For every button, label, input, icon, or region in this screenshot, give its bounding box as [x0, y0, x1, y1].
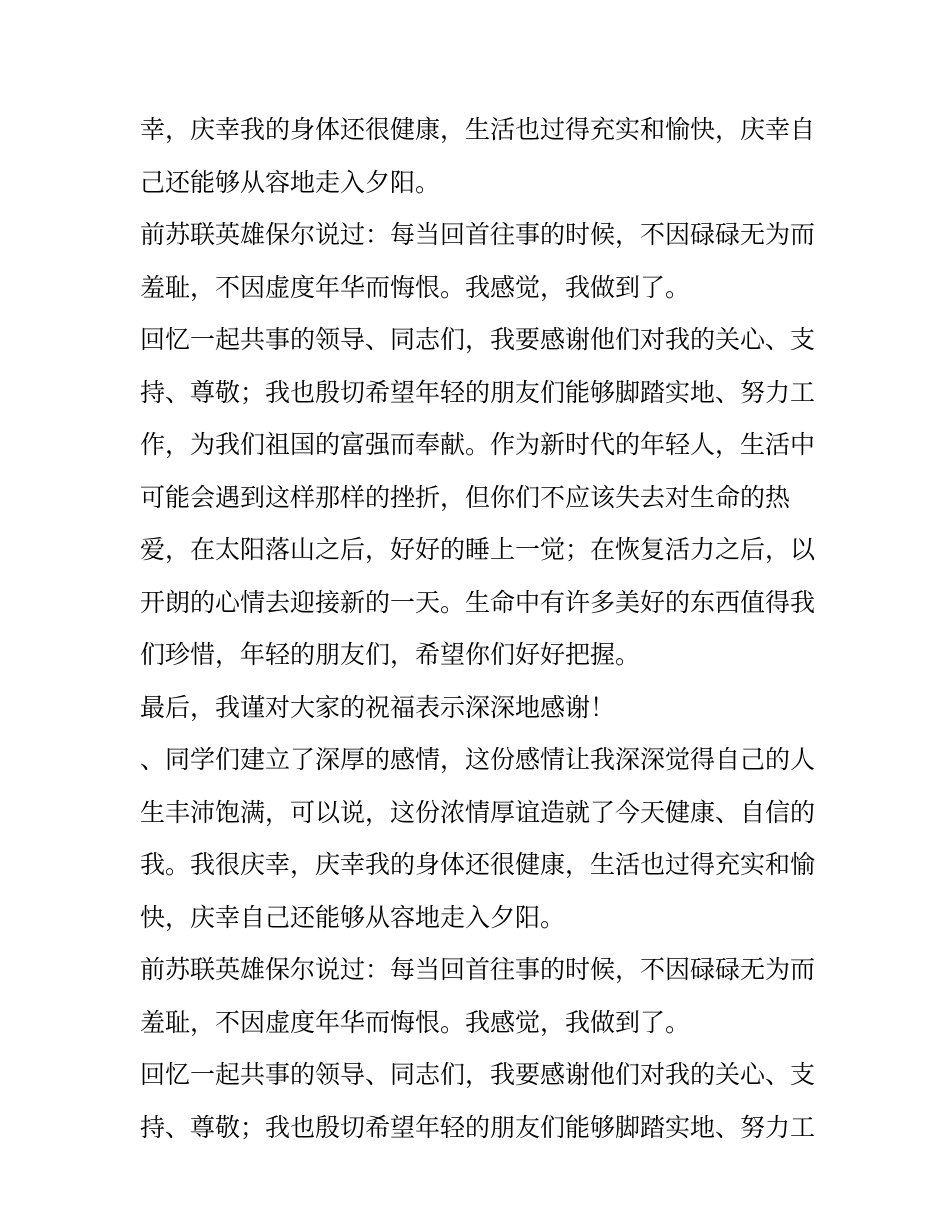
- text-line-10: 开朗的心情去迎接新的一天。生命中有许多美好的东西值得我: [140, 587, 816, 617]
- text-line-15: 我。我很庆幸，庆幸我的身体还很健康，生活也过得充实和愉: [140, 850, 816, 879]
- text-line-16: 快，庆幸自己还能够从容地走入夕阳。: [140, 902, 566, 932]
- text-line-9: 爱，在太阳落山之后，好好的睡上一觉；在恢复活力之后，以: [140, 535, 816, 564]
- text-line-18: 羞耻，不因虚度年华而悔恨。我感觉，我做到了。: [140, 1007, 691, 1037]
- text-line-3: 前苏联英雄保尔说过：每当回首往事的时候，不因碌碌无为而: [140, 220, 816, 249]
- text-line-14: 生丰沛饱满，可以说，这份浓情厚谊造就了今天健康、自信的: [140, 797, 816, 827]
- text-line-6: 持、尊敬；我也殷切希望年轻的朋友们能够脚踏实地、努力工: [140, 377, 816, 407]
- text-line-8: 可能会遇到这样那样的挫折，但你们不应该失去对生命的热: [140, 482, 791, 512]
- text-line-1: 幸，庆幸我的身体还很健康，生活也过得充实和愉快，庆幸自: [140, 115, 816, 144]
- text-line-11: 们珍惜，年轻的朋友们，希望你们好好把握。: [140, 640, 641, 669]
- text-line-19: 回忆一起共事的领导、同志们，我要感谢他们对我的关心、支: [140, 1060, 816, 1089]
- text-line-17: 前苏联英雄保尔说过：每当回首往事的时候，不因碌碌无为而: [140, 955, 816, 984]
- document-body: [140, 104, 820, 1154]
- text-line-2: 己还能够从容地走入夕阳。: [140, 167, 441, 197]
- text-line-5: 回忆一起共事的领导、同志们，我要感谢他们对我的关心、支: [140, 325, 816, 354]
- text-line-4: 羞耻，不因虚度年华而悔恨。我感觉，我做到了。: [140, 272, 691, 302]
- text-line-12: 最后，我谨对大家的祝福表示深深地感谢！: [140, 692, 616, 722]
- text-line-7: 作，为我们祖国的富强而奉献。作为新时代的年轻人，生活中: [140, 430, 816, 459]
- text-line-20: 持、尊敬；我也殷切希望年轻的朋友们能够脚踏实地、努力工: [140, 1112, 816, 1142]
- text-line-13: 、同学们建立了深厚的感情，这份感情让我深深觉得自己的人: [140, 745, 816, 774]
